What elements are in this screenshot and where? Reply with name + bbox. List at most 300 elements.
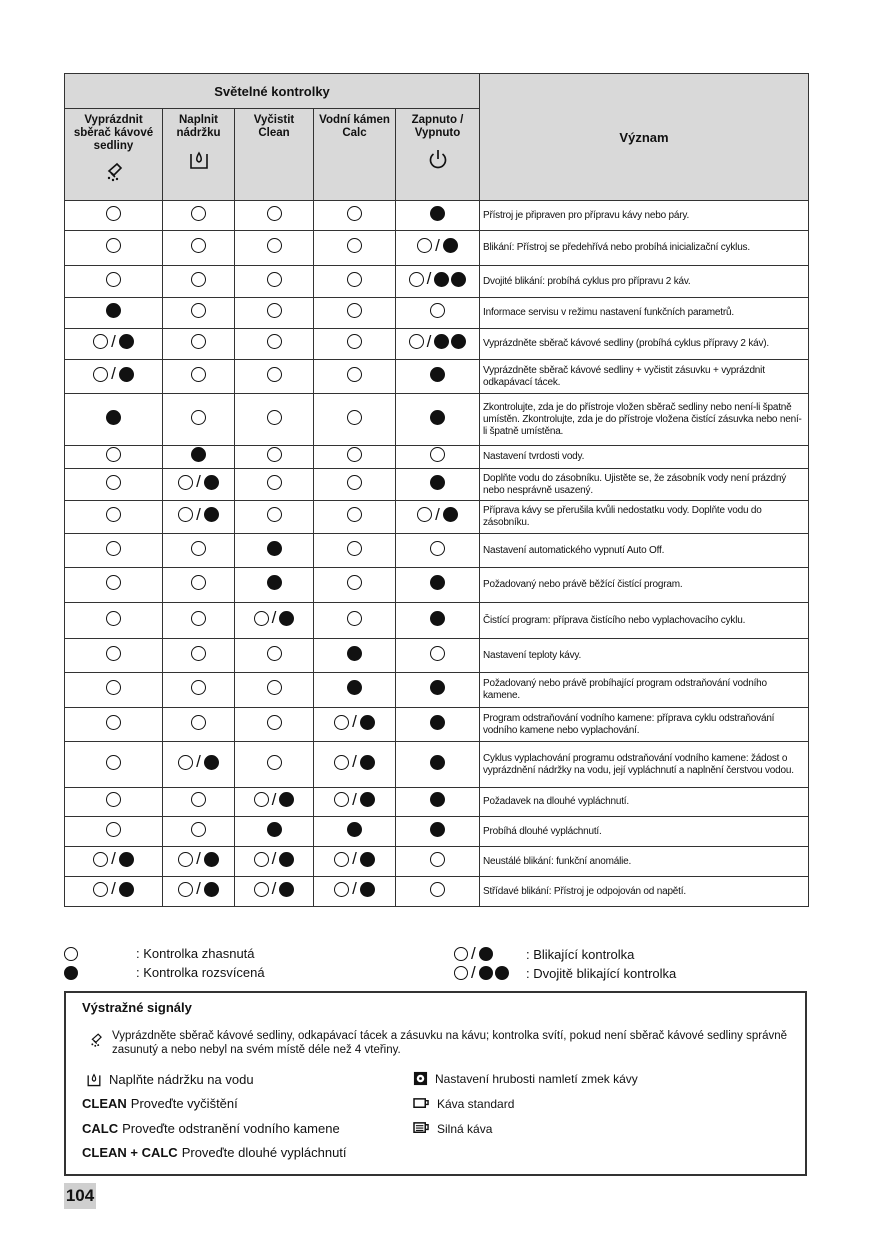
grind-label: Nastavení hrubosti namletí zmek kávy (435, 1071, 638, 1086)
on-indicator-icon (430, 366, 445, 382)
off-indicator-icon (430, 303, 445, 319)
off-indicator-icon (191, 792, 206, 808)
blink-indicator-icon: / (334, 714, 375, 730)
indicator-cell (235, 742, 314, 788)
meaning-cell: Probíhá dlouhé vypláchnutí. (480, 817, 809, 847)
blink-indicator-icon: / (93, 334, 134, 350)
indicator-cell (163, 568, 235, 603)
meaning-cell: Dvojité blikání: probíhá cyklus pro přípravu 2 káv. (480, 266, 809, 298)
indicator-cell (163, 673, 235, 708)
meaning-cell: Neustálé blikání: funkční anomálie. (480, 847, 809, 877)
meaning-cell: Informace servisu v režimu nastavení funkčních parametrů. (480, 298, 809, 329)
off-indicator-icon (106, 645, 121, 661)
standard-label: Káva standard (437, 1096, 515, 1111)
indicator-cell (396, 639, 480, 673)
on-indicator-icon (267, 540, 282, 556)
legend-blink (454, 946, 634, 962)
strong-row (413, 1121, 492, 1136)
off-indicator-icon (267, 366, 282, 382)
blink-indicator-icon: / (93, 851, 134, 867)
double-blink-indicator-icon: / (409, 271, 467, 287)
off-indicator-icon (347, 334, 362, 350)
off-indicator-icon (106, 447, 121, 463)
off-indicator-icon (106, 474, 121, 490)
table-row (65, 568, 809, 603)
blink-indicator-icon: / (178, 851, 219, 867)
table-row (65, 446, 809, 469)
indicator-cell (235, 673, 314, 708)
warning-title: Výstražné signály (82, 1000, 192, 1015)
indicator-cell (314, 446, 396, 469)
indicator-cell (65, 394, 163, 446)
indicator-cell (314, 201, 396, 231)
off-indicator-icon (430, 881, 445, 897)
clean-calc-row (82, 1145, 347, 1160)
indicator-cell (396, 231, 480, 266)
indicator-cell (163, 394, 235, 446)
off-indicator-icon (347, 238, 362, 254)
indicator-cell (65, 603, 163, 639)
indicator-cell (396, 298, 480, 329)
grounds-warning-text: Vyprázdněte sběrač kávové sedliny, odkapávací tácek a zásuvku na kávu; kontrolka svítí, pokud není sběrač kávové sedliny správně zasunutý a nebo nebyl na svém místě déle než 4 vteřiny. (112, 1030, 788, 1056)
blink-indicator-icon: / (178, 881, 219, 897)
table-row (65, 231, 809, 266)
off-indicator-icon (191, 366, 206, 382)
off-indicator-icon (267, 447, 282, 463)
meaning-cell: Požadovaný nebo právě probíhající program odstraňování vodního kamene. (480, 673, 809, 708)
indicator-cell (65, 568, 163, 603)
indicator-cell (314, 742, 396, 788)
col-label: Vodní kámen Calc (319, 114, 390, 139)
clean-row (82, 1096, 238, 1111)
off-indicator-icon (430, 540, 445, 556)
blink-indicator-icon: / (417, 238, 458, 254)
grind-row (413, 1071, 638, 1086)
legend (64, 944, 810, 984)
meaning-cell: Blikání: Přístroj se předehřívá nebo probíhá inicializační cyklus. (480, 231, 809, 266)
indicator-cell (396, 877, 480, 907)
off-indicator-icon (64, 947, 136, 961)
blink-indicator-icon: / (254, 851, 295, 867)
meaning-cell: Vyprázdněte sběrač kávové sedliny + vyčistit zásuvku + vyprázdnit odkapávací tácek. (480, 360, 809, 394)
indicator-cell (65, 329, 163, 360)
off-indicator-icon (267, 271, 282, 287)
indicator-cell (314, 639, 396, 673)
clean-label: Proveďte vyčištění (130, 1096, 238, 1111)
grounds-container-icon (103, 161, 125, 183)
off-indicator-icon (106, 754, 121, 770)
indicator-cell (65, 266, 163, 298)
indicator-cell (235, 568, 314, 603)
on-indicator-icon (430, 714, 445, 730)
blink-indicator-icon: / (334, 792, 375, 808)
col-label: Vyprázdnit sběrač kávové sedliny (73, 114, 154, 152)
off-indicator-icon (267, 714, 282, 730)
indicator-cell (235, 639, 314, 673)
indicator-cell (65, 817, 163, 847)
table-row (65, 329, 809, 360)
off-indicator-icon (106, 575, 121, 591)
indicator-cell (65, 298, 163, 329)
indicator-cell (396, 568, 480, 603)
col-label: Zapnuto / Vypnuto (411, 114, 464, 139)
off-indicator-icon (430, 645, 445, 661)
off-indicator-icon (106, 714, 121, 730)
indicator-cell (314, 817, 396, 847)
off-indicator-icon (267, 238, 282, 254)
grinder-icon (413, 1071, 428, 1086)
group-header: Světelné kontrolky (65, 74, 480, 109)
off-indicator-icon (191, 271, 206, 287)
standard-row (413, 1096, 514, 1111)
col-header-grounds (65, 109, 163, 201)
blink-indicator-icon: / (454, 946, 526, 962)
off-indicator-icon (267, 680, 282, 696)
table-row (65, 742, 809, 788)
indicator-cell (396, 708, 480, 742)
indicator-cell (396, 394, 480, 446)
indicator-cell (235, 847, 314, 877)
indicator-cell (396, 329, 480, 360)
off-indicator-icon (430, 851, 445, 867)
indicator-cell (163, 298, 235, 329)
indicator-cell (65, 877, 163, 907)
meaning-cell: Nastavení teploty kávy. (480, 639, 809, 673)
indicator-cell (235, 394, 314, 446)
off-indicator-icon (347, 540, 362, 556)
off-indicator-icon (347, 303, 362, 319)
indicator-cell (163, 231, 235, 266)
off-indicator-icon (347, 474, 362, 490)
indicator-cell (314, 501, 396, 534)
clean-key: CLEAN (82, 1096, 127, 1111)
col-header-clean (235, 109, 314, 201)
blink-indicator-icon: / (178, 474, 219, 490)
off-indicator-icon (106, 205, 121, 221)
indicator-cell (65, 673, 163, 708)
indicator-cell (314, 329, 396, 360)
blink-indicator-icon: / (254, 792, 295, 808)
indicator-cell (163, 817, 235, 847)
indicator-cell (235, 817, 314, 847)
indicator-cell (163, 708, 235, 742)
off-indicator-icon (191, 575, 206, 591)
legend-on (64, 965, 265, 980)
on-indicator-icon (430, 610, 445, 626)
off-indicator-icon (106, 610, 121, 626)
indicator-cell (163, 201, 235, 231)
double-blink-indicator-icon: / (409, 334, 467, 350)
double-blink-indicator-icon: / (454, 965, 526, 981)
indicator-cell (65, 469, 163, 501)
off-indicator-icon (267, 303, 282, 319)
blink-indicator-icon: / (93, 881, 134, 897)
col-header-tank (163, 109, 235, 201)
page-number: 104 (64, 1183, 96, 1209)
table-row (65, 394, 809, 446)
indicator-cell (163, 501, 235, 534)
meaning-cell: Vyprázdněte sběrač kávové sedliny (probíhá cyklus přípravy 2 káv). (480, 329, 809, 360)
col-header-calc (314, 109, 396, 201)
meaning-cell: Střídavé blikání: Přístroj je odpojován od napětí. (480, 877, 809, 907)
off-indicator-icon (191, 540, 206, 556)
off-indicator-icon (267, 409, 282, 425)
indicator-cell (396, 788, 480, 817)
meaning-cell: Požadavek na dlouhé vypláchnutí. (480, 788, 809, 817)
off-indicator-icon (347, 575, 362, 591)
on-indicator-icon (430, 474, 445, 490)
warning-signals-box (64, 991, 807, 1176)
meaning-cell: Doplňte vodu do zásobníku. Ujistěte se, že zásobník vody není prázdný nebo nesprávně usazený. (480, 469, 809, 501)
col-header-power (396, 109, 480, 201)
indicator-cell (396, 501, 480, 534)
off-indicator-icon (267, 205, 282, 221)
indicator-cell (163, 788, 235, 817)
off-indicator-icon (347, 271, 362, 287)
col-label: Naplnit nádržku (176, 114, 221, 139)
indicator-cell (314, 568, 396, 603)
table-row (65, 266, 809, 298)
table-row (65, 603, 809, 639)
legend-blink-label: : Blikající kontrolka (526, 946, 635, 962)
indicator-cell (314, 534, 396, 568)
indicator-cell (163, 266, 235, 298)
table-row (65, 501, 809, 534)
on-indicator-icon (64, 966, 136, 980)
indicator-cell (163, 847, 235, 877)
indicator-cell (314, 394, 396, 446)
on-indicator-icon (430, 680, 445, 696)
table-row (65, 534, 809, 568)
blink-indicator-icon: / (334, 754, 375, 770)
indicator-cell (235, 266, 314, 298)
meaning-cell: Čistící program: příprava čistícího nebo vyplachovacího cyklu. (480, 603, 809, 639)
indicator-cell (396, 847, 480, 877)
strong-coffee-icon (413, 1121, 430, 1136)
off-indicator-icon (347, 366, 362, 382)
indicator-cell (396, 469, 480, 501)
indicator-cell (235, 446, 314, 469)
off-indicator-icon (106, 507, 121, 523)
blink-indicator-icon: / (254, 610, 295, 626)
indicator-cell (163, 469, 235, 501)
col-label: Vyčistit Clean (253, 114, 295, 139)
indicator-cell (65, 446, 163, 469)
blink-indicator-icon: / (334, 851, 375, 867)
off-indicator-icon (106, 792, 121, 808)
indicator-cell (314, 788, 396, 817)
meaning-header: Význam (480, 74, 809, 201)
indicator-cell (235, 298, 314, 329)
off-indicator-icon (267, 507, 282, 523)
off-indicator-icon (267, 645, 282, 661)
indicator-cell (163, 639, 235, 673)
on-indicator-icon (106, 409, 121, 425)
on-indicator-icon (430, 575, 445, 591)
meaning-cell: Cyklus vyplachování programu odstraňování vodního kamene: žádost o vyprázdnění nádržky na vodu, její vypláchnutí a naplnění čerstvou vodou. (480, 742, 809, 788)
table-row (65, 817, 809, 847)
blink-indicator-icon: / (334, 881, 375, 897)
indicator-table (64, 73, 809, 907)
calc-key: CALC (82, 1121, 119, 1136)
off-indicator-icon (191, 610, 206, 626)
off-indicator-icon (347, 610, 362, 626)
table-row (65, 201, 809, 231)
off-indicator-icon (106, 540, 121, 556)
off-indicator-icon (347, 507, 362, 523)
off-indicator-icon (191, 238, 206, 254)
off-indicator-icon (430, 447, 445, 463)
indicator-cell (163, 603, 235, 639)
indicator-cell (65, 708, 163, 742)
on-indicator-icon (430, 205, 445, 221)
on-indicator-icon (347, 821, 362, 837)
table-row (65, 298, 809, 329)
indicator-cell (235, 708, 314, 742)
water-tank-icon (188, 148, 210, 170)
fill-tank-row (86, 1071, 254, 1087)
indicator-cell (314, 847, 396, 877)
blink-indicator-icon: / (417, 507, 458, 523)
off-indicator-icon (106, 821, 121, 837)
indicator-cell (396, 603, 480, 639)
on-indicator-icon (347, 680, 362, 696)
off-indicator-icon (191, 645, 206, 661)
off-indicator-icon (267, 754, 282, 770)
blink-indicator-icon: / (178, 507, 219, 523)
coffee-cup-icon (413, 1096, 430, 1111)
table-row (65, 639, 809, 673)
meaning-cell: Požadovaný nebo právě běžící čistící program. (480, 568, 809, 603)
off-indicator-icon (191, 303, 206, 319)
indicator-cell (396, 360, 480, 394)
legend-dblink (454, 965, 676, 981)
blink-indicator-icon: / (93, 366, 134, 382)
indicator-cell (163, 877, 235, 907)
fill-tank-label: Naplňte nádržku na vodu (109, 1071, 254, 1087)
calc-label: Proveďte odstranění vodního kamene (122, 1121, 340, 1136)
legend-dblink-label: : Dvojitě blikající kontrolka (526, 965, 677, 981)
indicator-cell (235, 877, 314, 907)
indicator-cell (314, 877, 396, 907)
indicator-cell (396, 742, 480, 788)
off-indicator-icon (191, 714, 206, 730)
indicator-cell (65, 639, 163, 673)
off-indicator-icon (191, 205, 206, 221)
meaning-cell: Zkontrolujte, zda je do přístroje vložen sběrač sedliny nebo není-li špatně umístěn. Zkontrolujte, zda je do přístroje vložena čistící zásuvka nebo není-li špatně umístěna. (480, 394, 809, 446)
on-indicator-icon (106, 303, 121, 319)
off-indicator-icon (267, 334, 282, 350)
on-indicator-icon (267, 575, 282, 591)
indicator-cell (65, 360, 163, 394)
blink-indicator-icon: / (178, 754, 219, 770)
off-indicator-icon (106, 271, 121, 287)
table-row (65, 788, 809, 817)
indicator-cell (65, 742, 163, 788)
meaning-cell: Nastavení automatického vypnutí Auto Off. (480, 534, 809, 568)
meaning-cell: Nastavení tvrdosti vody. (480, 446, 809, 469)
indicator-cell (65, 534, 163, 568)
table-row (65, 469, 809, 501)
indicator-cell (235, 788, 314, 817)
off-indicator-icon (267, 474, 282, 490)
indicator-cell (314, 298, 396, 329)
indicator-cell (65, 788, 163, 817)
table-row (65, 847, 809, 877)
indicator-cell (65, 231, 163, 266)
off-indicator-icon (106, 238, 121, 254)
indicator-cell (396, 201, 480, 231)
indicator-cell (235, 603, 314, 639)
indicator-cell (235, 534, 314, 568)
indicator-cell (235, 360, 314, 394)
off-indicator-icon (191, 821, 206, 837)
on-indicator-icon (191, 447, 206, 463)
indicator-cell (314, 266, 396, 298)
indicator-cell (396, 446, 480, 469)
off-indicator-icon (191, 334, 206, 350)
indicator-cell (163, 534, 235, 568)
indicator-cell (314, 603, 396, 639)
legend-on-label: : Kontrolka rozsvícená (136, 965, 265, 980)
on-indicator-icon (430, 821, 445, 837)
indicator-cell (396, 817, 480, 847)
indicator-cell (163, 329, 235, 360)
indicator-cell (314, 708, 396, 742)
on-indicator-icon (347, 645, 362, 661)
indicator-cell (396, 534, 480, 568)
table-row (65, 360, 809, 394)
off-indicator-icon (191, 680, 206, 696)
on-indicator-icon (430, 754, 445, 770)
indicator-cell (163, 742, 235, 788)
indicator-cell (235, 501, 314, 534)
indicator-cell (235, 201, 314, 231)
indicator-cell (163, 446, 235, 469)
indicator-cell (314, 469, 396, 501)
off-indicator-icon (106, 680, 121, 696)
power-icon (427, 148, 449, 170)
calc-row (82, 1121, 340, 1136)
indicator-cell (65, 501, 163, 534)
strong-label: Silná káva (437, 1121, 493, 1136)
meaning-cell: Příprava kávy se přerušila kvůli nedostatku vody. Doplňte vodu do zásobníku. (480, 501, 809, 534)
on-indicator-icon (430, 792, 445, 808)
blink-indicator-icon: / (254, 881, 295, 897)
table-row (65, 673, 809, 708)
indicator-cell (235, 329, 314, 360)
off-indicator-icon (347, 409, 362, 425)
on-indicator-icon (430, 409, 445, 425)
meaning-cell: Přístroj je připraven pro přípravu kávy nebo páry. (480, 201, 809, 231)
indicator-cell (65, 201, 163, 231)
meaning-cell: Program odstraňování vodního kamene: příprava cyklu odstraňování vodního kamene nebo vyplachování. (480, 708, 809, 742)
clean-calc-key: CLEAN + CALC (82, 1145, 178, 1160)
off-indicator-icon (347, 447, 362, 463)
indicator-cell (235, 231, 314, 266)
indicator-cell (65, 847, 163, 877)
indicator-cell (163, 360, 235, 394)
table-row (65, 708, 809, 742)
legend-off-label: : Kontrolka zhasnutá (136, 946, 255, 961)
indicator-cell (314, 360, 396, 394)
table-row (65, 877, 809, 907)
grounds-container-icon (88, 1031, 104, 1049)
indicator-cell (314, 231, 396, 266)
on-indicator-icon (267, 821, 282, 837)
legend-off (64, 946, 255, 961)
water-tank-icon (86, 1071, 102, 1087)
